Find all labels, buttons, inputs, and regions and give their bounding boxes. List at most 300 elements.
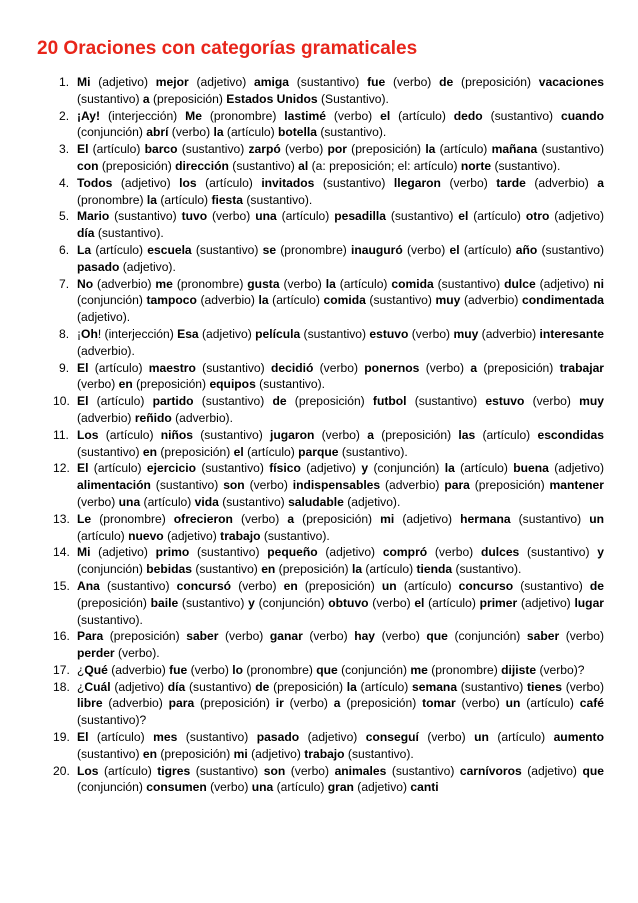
word: lo bbox=[232, 662, 244, 677]
word: El bbox=[77, 394, 89, 409]
grammar-category: (adjetivo) bbox=[299, 730, 366, 745]
word: futbol bbox=[372, 394, 407, 409]
grammar-category: (adverbio) bbox=[478, 326, 540, 341]
grammar-category: (preposición) bbox=[269, 679, 347, 694]
grammar-category: (sustantivo). bbox=[316, 125, 387, 140]
sentence-item bbox=[0, 175, 638, 209]
grammar-category: (sustantivo) bbox=[300, 326, 370, 341]
sentence-number: 18. bbox=[53, 679, 70, 694]
sentence-text bbox=[77, 764, 604, 795]
sentence-number: 14. bbox=[53, 545, 70, 560]
word: un bbox=[505, 696, 521, 711]
grammar-category: (sustantivo) bbox=[189, 545, 268, 560]
sentence-item bbox=[0, 141, 638, 175]
word: ni bbox=[593, 276, 605, 291]
word: mi bbox=[233, 746, 248, 761]
word: los bbox=[179, 175, 197, 190]
word: fue bbox=[169, 662, 188, 677]
grammar-category: (artículo) bbox=[276, 209, 335, 224]
word: El bbox=[77, 730, 89, 745]
sentence-text bbox=[77, 109, 604, 140]
grammar-category: (pronombre) bbox=[91, 511, 174, 526]
grammar-category: (verbo) bbox=[402, 242, 450, 257]
grammar-category: (artículo) bbox=[88, 360, 149, 375]
word: de bbox=[272, 394, 287, 409]
grammar-category: (preposición) bbox=[103, 629, 187, 644]
grammar-category: (verbo). bbox=[114, 646, 160, 661]
word: la bbox=[325, 276, 336, 291]
word: bebidas bbox=[146, 562, 192, 577]
word: barco bbox=[144, 142, 178, 157]
grammar-category: (verbo) bbox=[375, 629, 427, 644]
grammar-category: (preposición) bbox=[194, 696, 276, 711]
grammar-category: ¿ bbox=[77, 679, 85, 694]
grammar-category: (interjección) bbox=[100, 108, 186, 123]
grammar-category: (verbo) bbox=[206, 780, 252, 795]
sentence-item bbox=[0, 242, 638, 276]
word: en bbox=[118, 377, 133, 392]
sentence-number: 17. bbox=[53, 662, 70, 677]
sentence-text bbox=[77, 394, 604, 425]
sentence-text bbox=[77, 579, 604, 627]
grammar-category: (verbo) bbox=[524, 394, 580, 409]
word: que bbox=[426, 629, 448, 644]
word: tampoco bbox=[146, 293, 197, 308]
word: saludable bbox=[288, 494, 344, 509]
word: a bbox=[142, 91, 150, 106]
grammar-category: (preposición) bbox=[149, 91, 227, 106]
grammar-category: (conjunción) bbox=[77, 293, 147, 308]
sentence-text bbox=[77, 428, 604, 459]
word: con bbox=[77, 158, 99, 173]
grammar-category: (verbo) bbox=[368, 595, 415, 610]
grammar-category: (adverbio). bbox=[171, 410, 233, 425]
grammar-category: (verbo) bbox=[279, 276, 326, 291]
grammar-category: (adjetivo) bbox=[549, 209, 605, 224]
grammar-category: (verbo) bbox=[232, 511, 288, 526]
word: gran bbox=[327, 780, 354, 795]
document-title: 20 Oraciones con categorías gramaticales bbox=[37, 38, 418, 59]
grammar-category: (adjetivo) bbox=[198, 326, 256, 341]
word: aumento bbox=[553, 730, 604, 745]
grammar-category: (preposición) bbox=[132, 377, 210, 392]
grammar-category: (sustantivo)? bbox=[77, 713, 147, 728]
sentence-number: 9. bbox=[59, 360, 70, 375]
word: en bbox=[283, 578, 298, 593]
word: tigres bbox=[157, 763, 191, 778]
grammar-category: (adjetivo) bbox=[521, 763, 583, 778]
grammar-category: (pronombre) bbox=[77, 192, 147, 207]
word: La bbox=[77, 242, 92, 257]
grammar-category: (preposición) bbox=[77, 595, 151, 610]
word: ponernos bbox=[364, 360, 420, 375]
word: consumen bbox=[146, 780, 207, 795]
word: pasado bbox=[77, 259, 120, 274]
word: lastimé bbox=[284, 108, 326, 123]
grammar-category: (sustantivo). bbox=[491, 158, 561, 173]
grammar-category: (artículo) bbox=[140, 494, 195, 509]
sentence-item bbox=[0, 276, 638, 326]
word: Estados Unidos bbox=[226, 91, 318, 106]
grammar-category: (adverbio) bbox=[107, 662, 170, 677]
word: la bbox=[258, 293, 269, 308]
grammar-category: (artículo) bbox=[362, 562, 417, 577]
grammar-category: (sustantivo) bbox=[190, 763, 264, 778]
sentence-item bbox=[0, 74, 638, 108]
grammar-category: (sustantivo) bbox=[77, 444, 143, 459]
grammar-category: (sustantivo) bbox=[195, 461, 270, 476]
grammar-category: (conjunción) bbox=[77, 562, 147, 577]
word: abrí bbox=[146, 125, 169, 140]
word: son bbox=[223, 478, 245, 493]
grammar-category: (preposición) bbox=[453, 75, 539, 89]
word: maestro bbox=[148, 360, 196, 375]
word: pequeño bbox=[267, 545, 318, 560]
grammar-category: (artículo) bbox=[520, 696, 580, 711]
word: dirección bbox=[175, 158, 229, 173]
word: vacaciones bbox=[538, 75, 604, 89]
grammar-category: (preposición) bbox=[373, 427, 459, 442]
sentence-text bbox=[77, 361, 604, 392]
grammar-category: (sustantivo) bbox=[433, 276, 505, 291]
word: compró bbox=[382, 545, 428, 560]
word: a bbox=[333, 696, 341, 711]
grammar-category: (sustantivo) bbox=[178, 595, 249, 610]
grammar-category: (adjetivo) bbox=[548, 461, 605, 476]
word: pasado bbox=[256, 730, 300, 745]
sentence-item bbox=[0, 628, 638, 662]
word: interesante bbox=[539, 326, 605, 341]
grammar-category: (verbo) bbox=[285, 763, 335, 778]
sentence-item bbox=[0, 460, 638, 510]
grammar-category: (sustantivo) bbox=[519, 545, 598, 560]
grammar-category: (sustantivo) bbox=[193, 427, 271, 442]
grammar-category: (adjetivo) bbox=[112, 175, 180, 190]
grammar-category: (verbo) bbox=[302, 629, 355, 644]
grammar-category: (verbo) bbox=[168, 125, 214, 140]
word: conseguí bbox=[365, 730, 419, 745]
grammar-category: (sustantivo) bbox=[195, 360, 271, 375]
sentence-number: 20. bbox=[53, 763, 70, 778]
grammar-category: (artículo) bbox=[390, 108, 454, 123]
sentence-item bbox=[0, 393, 638, 427]
grammar-category: (verbo) bbox=[313, 360, 365, 375]
word: otro bbox=[525, 209, 550, 224]
grammar-category: (pronombre) bbox=[243, 662, 317, 677]
word: reñido bbox=[134, 410, 172, 425]
grammar-category: (verbo) bbox=[325, 108, 381, 123]
sentence-item bbox=[0, 662, 638, 679]
word: de bbox=[589, 578, 604, 593]
word: lugar bbox=[574, 595, 605, 610]
grammar-category: (adjetivo) bbox=[394, 511, 461, 526]
sentence-item bbox=[0, 360, 638, 394]
sentence-number: 1. bbox=[59, 75, 70, 89]
sentence-text bbox=[77, 512, 604, 543]
grammar-category: (adverbio) bbox=[196, 293, 259, 308]
grammar-category: (verbo) bbox=[283, 696, 334, 711]
word: jugaron bbox=[270, 427, 315, 442]
grammar-category: (adjetivo). bbox=[343, 494, 401, 509]
grammar-category: (preposición) bbox=[469, 478, 550, 493]
word: nuevo bbox=[128, 528, 164, 543]
grammar-category: (artículo) bbox=[91, 242, 148, 257]
sentence-item bbox=[0, 578, 638, 628]
word: El bbox=[77, 461, 89, 476]
grammar-category: (pronombre) bbox=[201, 108, 285, 123]
word: en bbox=[142, 444, 157, 459]
word: saber bbox=[526, 629, 560, 644]
sentence-number: 5. bbox=[59, 209, 70, 224]
sentence-item bbox=[0, 679, 638, 729]
grammar-category: (artículo) bbox=[196, 175, 262, 190]
word: muy bbox=[453, 326, 479, 341]
sentence-item bbox=[0, 763, 638, 797]
word: mes bbox=[153, 730, 178, 745]
word: la bbox=[351, 562, 363, 577]
word: por bbox=[327, 142, 347, 157]
grammar-category: (sustantivo) bbox=[406, 394, 486, 409]
word: ofrecieron bbox=[173, 511, 233, 526]
word: mantener bbox=[549, 478, 604, 493]
grammar-category: (sustantivo) bbox=[109, 209, 182, 224]
grammar-category: (artículo) bbox=[88, 461, 147, 476]
sentence-list bbox=[0, 74, 638, 796]
word: carnívoros bbox=[459, 763, 522, 778]
sentence-item bbox=[0, 108, 638, 142]
word: las bbox=[458, 427, 476, 442]
word: a bbox=[367, 427, 374, 442]
grammar-category: (sustantivo) bbox=[365, 293, 436, 308]
word: animales bbox=[334, 763, 387, 778]
word: vida bbox=[194, 494, 219, 509]
sentence-text bbox=[77, 663, 585, 677]
sentence-item bbox=[0, 427, 638, 461]
word: buena bbox=[513, 461, 549, 476]
word: a bbox=[470, 360, 478, 375]
grammar-category: (sustantivo) bbox=[510, 511, 590, 526]
word: fiesta bbox=[211, 192, 244, 207]
word: invitados bbox=[261, 175, 315, 190]
word: hermana bbox=[460, 511, 511, 526]
sentence-item bbox=[0, 511, 638, 545]
grammar-category: (adjetivo) bbox=[517, 595, 575, 610]
grammar-category: (artículo) bbox=[424, 595, 480, 610]
word: concursó bbox=[176, 578, 232, 593]
grammar-category: (verbo) bbox=[207, 209, 256, 224]
grammar-category: (adverbio) bbox=[102, 696, 169, 711]
grammar-category: (adjetivo) bbox=[188, 75, 255, 89]
grammar-category: (sustantivo) bbox=[228, 158, 299, 173]
grammar-category: (artículo) bbox=[268, 293, 324, 308]
grammar-category: (sustantivo) bbox=[191, 562, 262, 577]
word: ganar bbox=[269, 629, 303, 644]
word: que bbox=[582, 763, 604, 778]
grammar-category: (sustantivo). bbox=[452, 562, 522, 577]
grammar-category: (verbo) bbox=[419, 360, 471, 375]
sentence-number: 10. bbox=[53, 394, 70, 409]
word: comida bbox=[323, 293, 366, 308]
sentence-number: 16. bbox=[53, 629, 70, 644]
word: café bbox=[579, 696, 604, 711]
word: la bbox=[213, 125, 224, 140]
word: se bbox=[262, 242, 277, 257]
grammar-category: (sustantivo) bbox=[537, 142, 605, 157]
sentence-number: 2. bbox=[59, 108, 70, 123]
grammar-category: (verbo) bbox=[455, 696, 506, 711]
word: primo bbox=[155, 545, 190, 560]
word: tienes bbox=[527, 679, 562, 694]
grammar-category: (adjetivo) bbox=[300, 461, 362, 476]
word: obtuvo bbox=[328, 595, 369, 610]
word: trabajo bbox=[220, 528, 261, 543]
grammar-category: (conjunción) bbox=[77, 125, 147, 140]
grammar-category: (artículo) bbox=[223, 125, 278, 140]
word: norte bbox=[460, 158, 492, 173]
word: en bbox=[261, 562, 276, 577]
word: partido bbox=[152, 394, 194, 409]
grammar-category: (verbo)? bbox=[536, 662, 585, 677]
grammar-category: (adjetivo) bbox=[110, 679, 168, 694]
sentence-text bbox=[77, 75, 604, 106]
word: botella bbox=[278, 125, 317, 140]
grammar-category: (sustantivo). bbox=[255, 377, 326, 392]
word: dulce bbox=[504, 276, 536, 291]
sentence-number: 6. bbox=[59, 242, 70, 257]
grammar-category: (artículo) bbox=[475, 427, 538, 442]
grammar-category: (preposición) bbox=[297, 578, 382, 593]
grammar-category: (sustantivo) bbox=[77, 746, 143, 761]
grammar-category: ! (interjección) bbox=[97, 326, 178, 341]
grammar-category: (adjetivo) bbox=[90, 545, 156, 560]
grammar-category: (verbo) bbox=[218, 629, 270, 644]
word: mañana bbox=[491, 142, 538, 157]
grammar-category: (sustantivo) bbox=[177, 142, 249, 157]
sentence-item bbox=[0, 729, 638, 763]
word: tuvo bbox=[181, 209, 208, 224]
grammar-category: (adjetivo) bbox=[163, 528, 221, 543]
grammar-category: (artículo) bbox=[459, 242, 516, 257]
grammar-category: (artículo) bbox=[98, 763, 158, 778]
grammar-category: (adjetivo) bbox=[90, 75, 156, 89]
word: me bbox=[155, 276, 173, 291]
grammar-category: (verbo) bbox=[77, 377, 119, 392]
grammar-category: (pronombre) bbox=[276, 242, 352, 257]
grammar-category: (artículo) bbox=[88, 142, 145, 157]
word: para bbox=[444, 478, 470, 493]
grammar-category: (verbo) bbox=[231, 578, 284, 593]
grammar-category: (sustantivo) bbox=[288, 75, 368, 89]
grammar-category: (verbo) bbox=[244, 478, 293, 493]
grammar-category: ¿ bbox=[77, 662, 85, 677]
grammar-category: (adverbio) bbox=[380, 478, 445, 493]
word: Los bbox=[77, 763, 99, 778]
grammar-category: (adverbio) bbox=[525, 175, 598, 190]
grammar-category: (adverbio) bbox=[77, 410, 135, 425]
word: un bbox=[381, 578, 397, 593]
grammar-category: (sustantivo) bbox=[457, 679, 528, 694]
word: primer bbox=[479, 595, 518, 610]
grammar-category: (conjunción) bbox=[254, 595, 329, 610]
sentence-text bbox=[77, 176, 604, 207]
word: a bbox=[287, 511, 295, 526]
grammar-category: (artículo) bbox=[335, 276, 392, 291]
word: la bbox=[146, 192, 157, 207]
grammar-category: (sustantivo) bbox=[191, 242, 263, 257]
word: Ana bbox=[77, 578, 100, 593]
word: comida bbox=[391, 276, 434, 291]
sentence-number: 12. bbox=[53, 461, 70, 476]
word: libre bbox=[77, 696, 103, 711]
grammar-category: (preposición) bbox=[477, 360, 560, 375]
grammar-category: (artículo) bbox=[454, 461, 514, 476]
sentence-text bbox=[77, 730, 604, 761]
word: el bbox=[414, 595, 425, 610]
sentence-number: 19. bbox=[53, 730, 70, 745]
word: que bbox=[316, 662, 338, 677]
grammar-category: (artículo) bbox=[488, 730, 554, 745]
word: dedo bbox=[453, 108, 483, 123]
grammar-category: (adverbio) bbox=[460, 293, 523, 308]
word: un bbox=[589, 511, 604, 526]
word: al bbox=[298, 158, 309, 173]
word: estuvo bbox=[369, 326, 409, 341]
grammar-category: (sustantivo) bbox=[185, 679, 256, 694]
grammar-category: (artículo) bbox=[88, 730, 154, 745]
word: Todos bbox=[77, 175, 113, 190]
word: inauguró bbox=[351, 242, 403, 257]
word: de bbox=[255, 679, 270, 694]
word: Los bbox=[77, 427, 99, 442]
grammar-category: (adjetivo). bbox=[77, 310, 131, 325]
word: tienda bbox=[416, 562, 453, 577]
sentence-number: 13. bbox=[53, 511, 70, 526]
word: hay bbox=[354, 629, 376, 644]
word: canti bbox=[410, 780, 439, 795]
grammar-category: (preposición) bbox=[340, 696, 423, 711]
word: cuando bbox=[560, 108, 604, 123]
grammar-category: (sustantivo) bbox=[193, 394, 273, 409]
word: Mi bbox=[77, 75, 91, 89]
word: me bbox=[410, 662, 428, 677]
grammar-category: (pronombre) bbox=[172, 276, 248, 291]
word: y bbox=[597, 545, 604, 560]
word: perder bbox=[77, 646, 115, 661]
grammar-category: (sustantivo). bbox=[260, 528, 330, 543]
word: mi bbox=[380, 511, 395, 526]
word: el bbox=[380, 108, 391, 123]
grammar-category: (verbo) bbox=[427, 545, 481, 560]
grammar-category: (sustantivo). bbox=[77, 612, 143, 627]
word: niños bbox=[160, 427, 194, 442]
word: Me bbox=[185, 108, 202, 123]
grammar-category: (sustantivo) bbox=[314, 175, 394, 190]
word: de bbox=[439, 75, 454, 89]
sentence-item bbox=[0, 208, 638, 242]
word: Mi bbox=[77, 545, 91, 560]
word: pesadilla bbox=[334, 209, 386, 224]
word: dulces bbox=[480, 545, 520, 560]
word: escondidas bbox=[537, 427, 605, 442]
grammar-category: (verbo) bbox=[385, 75, 440, 89]
grammar-category: (conjunción) bbox=[368, 461, 445, 476]
word: Le bbox=[77, 511, 92, 526]
word: una bbox=[118, 494, 141, 509]
grammar-category: (preposición) bbox=[294, 511, 381, 526]
grammar-category: (sustantivo). bbox=[344, 746, 414, 761]
grammar-category: (sustantivo). bbox=[94, 226, 164, 241]
grammar-category: (artículo) bbox=[77, 528, 129, 543]
